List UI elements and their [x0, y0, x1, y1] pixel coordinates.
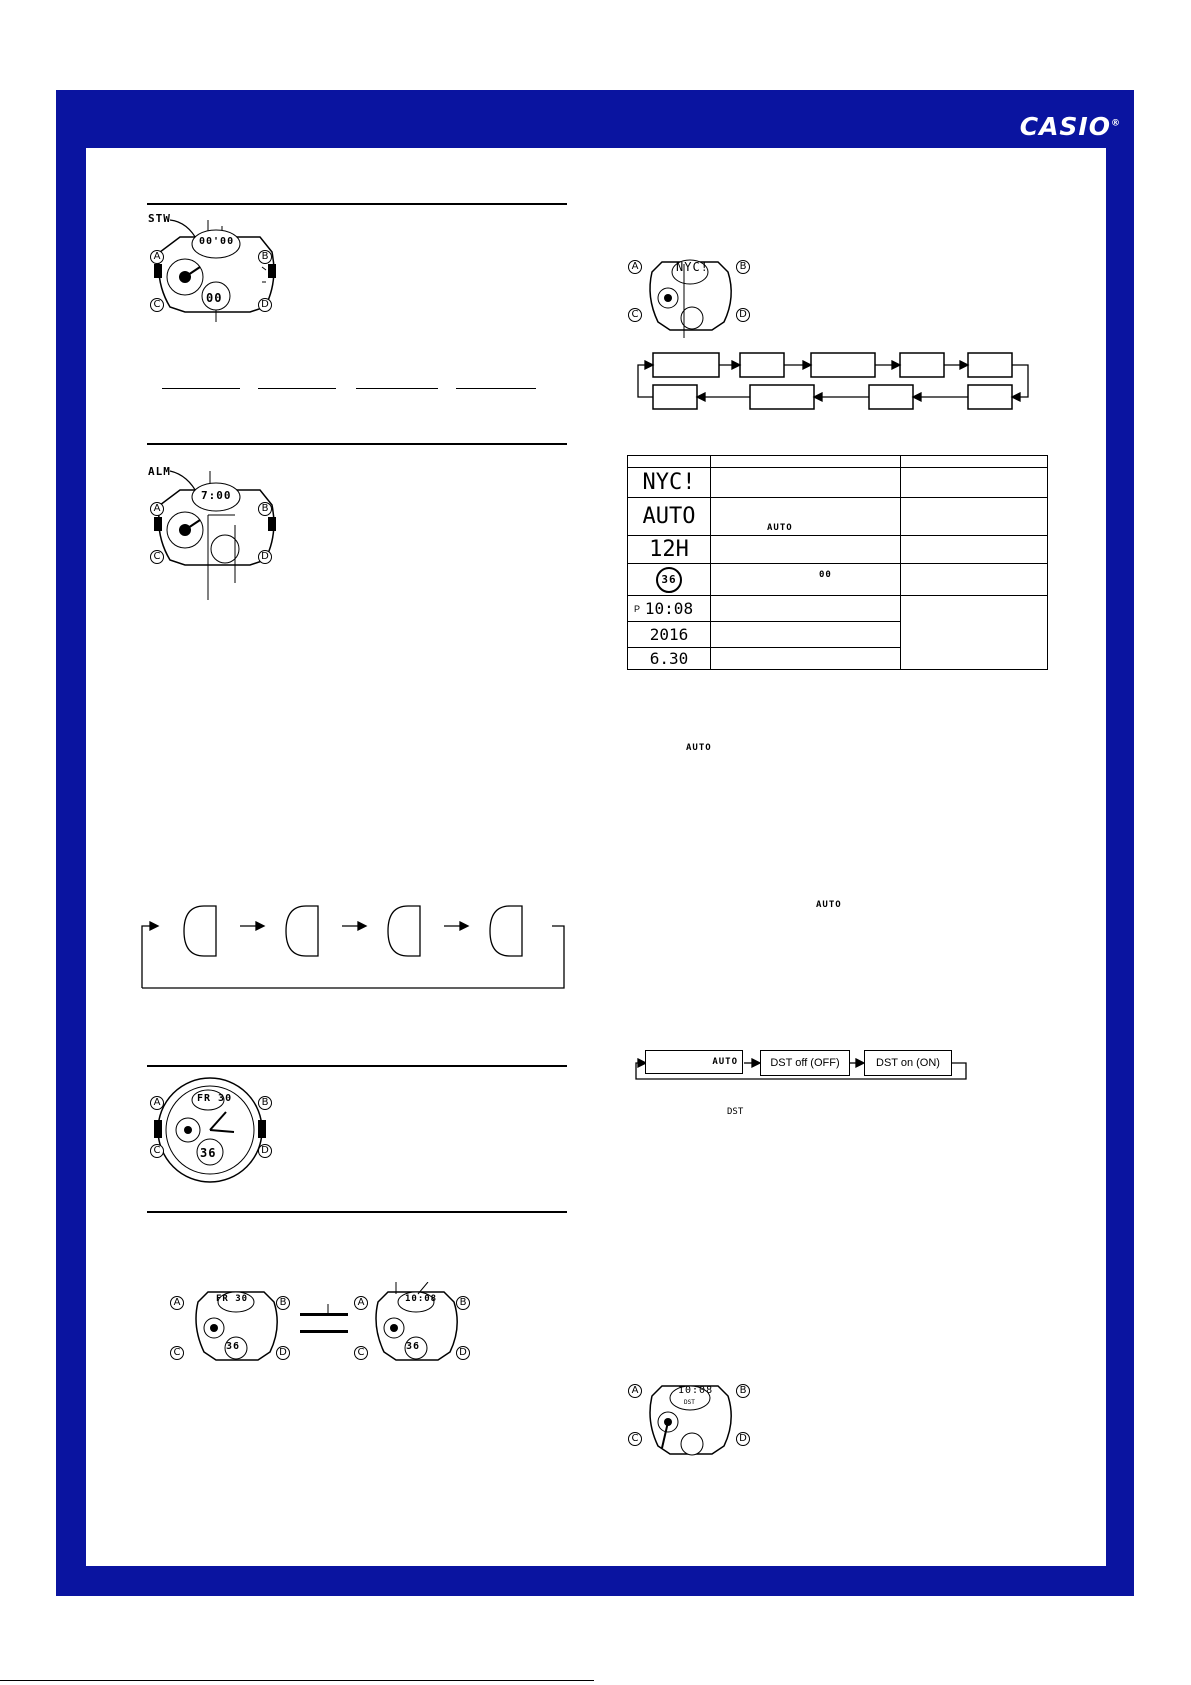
row-desc	[711, 596, 901, 622]
dst-off-box: DST off (OFF)	[760, 1050, 850, 1076]
casio-logo	[1020, 112, 1121, 141]
header-cell	[901, 456, 1048, 468]
hand-shift-left-upper: FR 30	[216, 1294, 249, 1304]
section-rule-alarm	[147, 443, 567, 445]
button-d-label: D	[258, 1144, 272, 1158]
button-c-label: C	[628, 308, 642, 322]
button-d-label: D	[736, 1432, 750, 1446]
row-note	[901, 564, 1048, 596]
dst-watch-sub-label: DST	[684, 1399, 695, 1406]
inline-zero-label: 00	[819, 570, 832, 580]
stopwatch-lower-display: 00	[206, 291, 223, 305]
row-note	[901, 536, 1048, 564]
header-cell	[711, 456, 901, 468]
row-display	[628, 596, 711, 622]
button-c-label: C	[150, 298, 164, 312]
section-rule-stopwatch	[147, 203, 567, 205]
settings-table	[627, 455, 1048, 670]
inline-auto-2: AUTO	[816, 900, 842, 910]
button-d-label: D	[736, 308, 750, 322]
row-note	[901, 596, 1048, 670]
hand-shift-right-upper: 10:08	[405, 1294, 438, 1304]
row-display: NYC!	[628, 468, 711, 498]
table-header-row	[628, 456, 1048, 468]
inline-auto-label: AUTO	[767, 523, 793, 533]
button-c-label: C	[628, 1432, 642, 1446]
logo-text: CASIO	[1019, 112, 1111, 141]
row-note	[901, 498, 1048, 536]
alarm-upper-display: 7:00	[201, 489, 232, 502]
header-cell	[628, 456, 711, 468]
setting-sequence-flow	[632, 350, 1042, 412]
alarm-indicator: ALM	[148, 465, 171, 478]
equivalence-icon	[296, 1300, 352, 1340]
button-b-label: B	[736, 1384, 750, 1398]
row-display: AUTO	[628, 498, 711, 536]
hand-shift-right-lower: 36	[406, 1341, 421, 1352]
dst-auto-label: AUTO	[712, 1057, 738, 1067]
underline-4	[456, 388, 536, 389]
underline-3	[356, 388, 438, 389]
button-a-label: A	[170, 1296, 184, 1310]
button-c-label: C	[150, 550, 164, 564]
button-a-label: A	[354, 1296, 368, 1310]
stopwatch-watch-illustration	[140, 212, 300, 324]
button-a-label: A	[628, 260, 642, 274]
section-rule-timekeeping	[147, 1065, 567, 1067]
button-b-label: B	[736, 260, 750, 274]
button-b-label: B	[456, 1296, 470, 1310]
table-row	[628, 536, 1048, 564]
time-display: 10:08	[644, 599, 694, 618]
row-display: 6.30	[628, 648, 711, 670]
button-b-label: B	[276, 1296, 290, 1310]
button-a-label: A	[150, 1096, 164, 1110]
timekeeping-watch-illustration	[150, 1072, 270, 1190]
row-desc	[711, 564, 901, 596]
button-d-label: D	[258, 298, 272, 312]
underline-1	[162, 388, 240, 389]
button-d-label: D	[456, 1346, 470, 1360]
table-row	[628, 596, 1048, 622]
button-a-label: A	[150, 250, 164, 264]
button-b-label: B	[258, 502, 272, 516]
button-c-label: C	[170, 1346, 184, 1360]
table-row	[628, 564, 1048, 596]
row-desc	[711, 498, 901, 536]
button-c-label: C	[354, 1346, 368, 1360]
alarm-watch-illustration	[140, 465, 300, 605]
row-display	[628, 564, 711, 596]
seconds-dial-icon: 36	[656, 567, 682, 593]
row-desc	[711, 622, 901, 648]
timekeeping-lower-display: 36	[200, 1146, 217, 1160]
row-display: 12H	[628, 536, 711, 564]
dst-on-box: DST on (ON)	[864, 1050, 952, 1076]
button-b-label: B	[258, 250, 272, 264]
inline-auto-1: AUTO	[686, 743, 712, 753]
pm-indicator: P	[634, 604, 641, 614]
stopwatch-indicator: STW	[148, 212, 171, 225]
dst-auto-box	[645, 1050, 743, 1074]
button-b-label: B	[258, 1096, 272, 1110]
dst-watch-upper-display: 10:08	[678, 1385, 714, 1396]
button-a-label: A	[150, 502, 164, 516]
dst-indicator-label: DST	[727, 1107, 744, 1117]
button-a-label: A	[628, 1384, 642, 1398]
stopwatch-upper-display: 00'00	[199, 236, 235, 247]
button-d-label: D	[258, 550, 272, 564]
section-rule-hand-shift	[147, 1211, 567, 1213]
table-row	[628, 498, 1048, 536]
underline-2	[258, 388, 336, 389]
button-c-label: C	[150, 1144, 164, 1158]
registered-mark: ®	[1111, 118, 1121, 129]
alarm-mode-cycle-diagram	[140, 896, 570, 992]
hand-shift-left-lower: 36	[226, 1341, 241, 1352]
table-row	[628, 468, 1048, 498]
bottom-rule	[0, 1680, 594, 1681]
city-setting-display: NYC!	[676, 260, 709, 274]
row-desc	[711, 536, 901, 564]
row-display: 2016	[628, 622, 711, 648]
row-desc	[711, 648, 901, 670]
row-note	[901, 468, 1048, 498]
button-d-label: D	[276, 1346, 290, 1360]
row-desc	[711, 468, 901, 498]
timekeeping-upper-display: FR 30	[197, 1093, 233, 1104]
